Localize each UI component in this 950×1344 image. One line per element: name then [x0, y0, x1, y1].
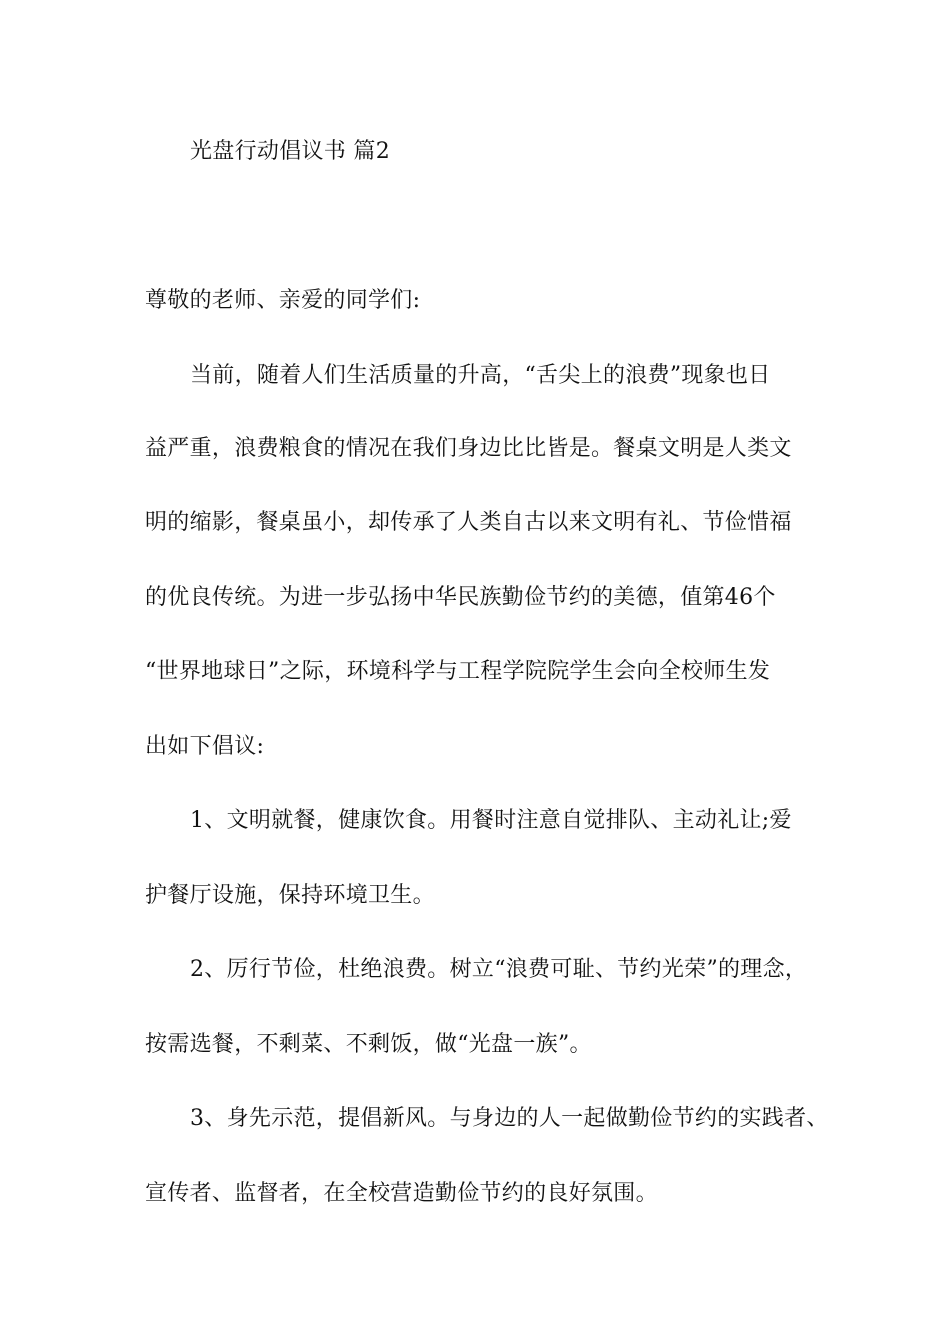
paragraph-line: 明的缩影，餐桌虽小，却传承了人类自古以来文明有礼、节俭惜福 [145, 510, 792, 535]
list-item-line: 宣传者、监督者，在全校营造勤俭节约的良好氛围。 [145, 1181, 658, 1206]
paragraph-line: 益严重，浪费粮食的情况在我们身边比比皆是。餐桌文明是人类文 [145, 436, 792, 461]
list-item-line: 1、文明就餐，健康饮食。用餐时注意自觉排队、主动礼让;爱 [190, 808, 792, 833]
paragraph-line: 的优良传统。为进一步弘扬中华民族勤俭节约的美德，值第46个 [145, 585, 776, 610]
salutation: 尊敬的老师、亲爱的同学们: [145, 288, 421, 313]
list-item-line: 2、厉行节俭，杜绝浪费。树立“浪费可耻、节约光荣”的理念， [190, 957, 808, 982]
list-item-line: 3、身先示范，提倡新风。与身边的人一起做勤俭节约的实践者、 [190, 1106, 829, 1131]
document-title: 光盘行动倡议书 篇2 [190, 139, 390, 164]
paragraph-line: “世界地球日”之际，环境科学与工程学院院学生会向全校师生发 [145, 659, 771, 684]
paragraph-line: 当前，随着人们生活质量的升高，“舌尖上的浪费”现象也日 [190, 363, 771, 388]
list-item-line: 按需选餐，不剩菜、不剩饭，做“光盘一族”。 [145, 1032, 592, 1057]
paragraph-line: 出如下倡议: [145, 734, 265, 759]
list-item-line: 护餐厅设施，保持环境卫生。 [145, 883, 435, 908]
